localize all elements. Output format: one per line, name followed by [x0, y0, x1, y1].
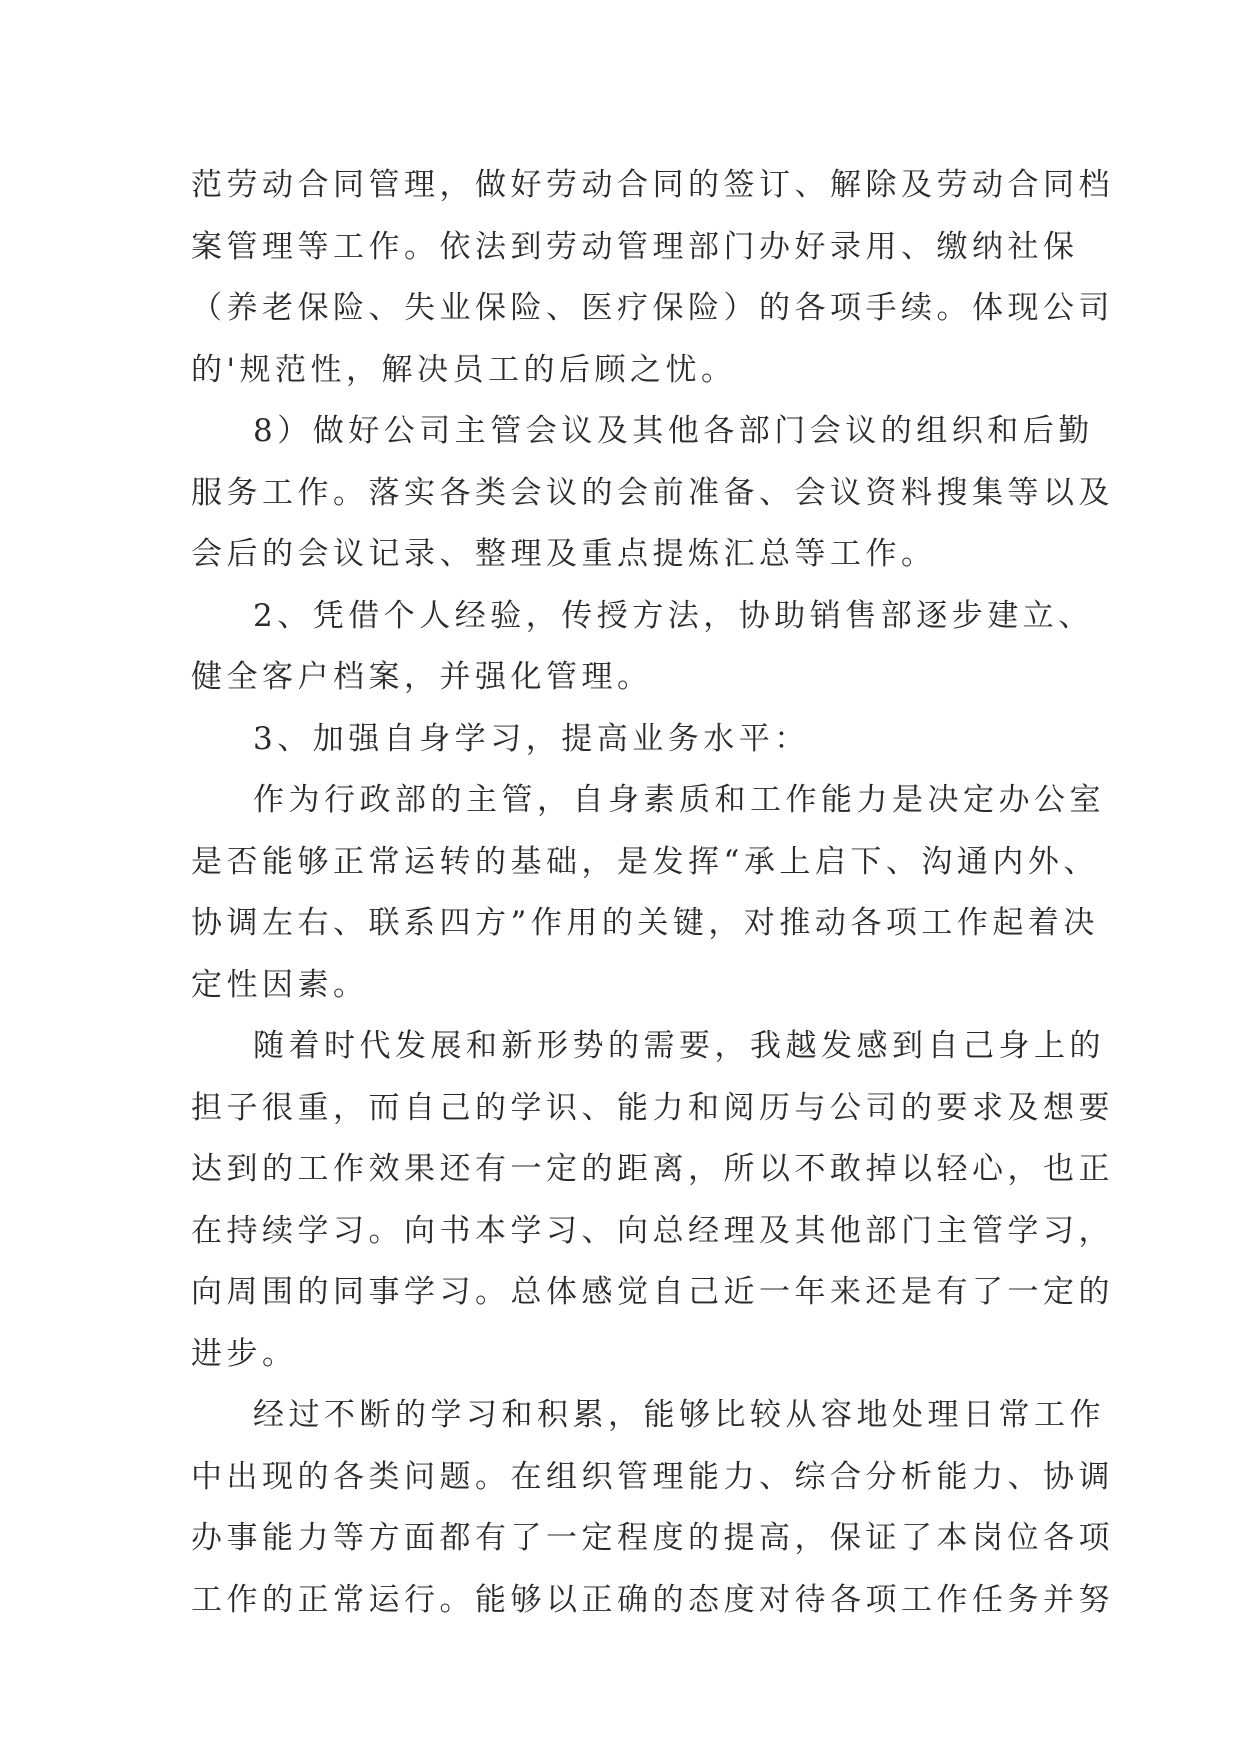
text-line: 案管理等工作。依法到劳动管理部门办好录用、缴纳社保 [191, 228, 1079, 265]
text-line: 2、凭借个人经验，传授方法，协助销售部逐步建立、 [253, 597, 1094, 634]
text-line: 协调左右、联系四方”作用的关键，对推动各项工作起着决 [191, 905, 1099, 941]
text-line: 工作的正常运行。能够以正确的态度对待各项工作任务并努 [191, 1581, 1114, 1618]
text-line: 8）做好公司主管会议及其他各部门会议的组织和后勤 [253, 413, 1094, 449]
text-line: 的'规范性，解决员工的后顾之忧。 [191, 351, 737, 388]
text-line: 会后的会议记录、整理及重点提炼汇总等工作。 [191, 536, 937, 572]
text-line: 是否能够正常运转的基础，是发挥“承上启下、沟通内外、 [191, 843, 1099, 880]
text-line: 中出现的各类问题。在组织管理能力、综合分析能力、协调 [191, 1458, 1114, 1495]
text-line: 进步。 [191, 1335, 298, 1372]
text-line: 定性因素。 [191, 966, 369, 1003]
text-line: （养老保险、失业保险、医疗保险）的各项手续。体现公司 [191, 290, 1114, 326]
text-line: 办事能力等方面都有了一定程度的提高，保证了本岗位各项 [191, 1520, 1114, 1556]
text-line: 范劳动合同管理，做好劳动合同的签订、解除及劳动合同档 [191, 167, 1114, 203]
document-body [191, 155, 1114, 1631]
text-line: 向周围的同事学习。总体感觉自己近一年来还是有了一定的 [191, 1274, 1114, 1310]
text-line: 担子很重，而自己的学识、能力和阅历与公司的要求及想要 [191, 1089, 1114, 1126]
text-line: 3、加强自身学习，提高业务水平： [253, 720, 810, 757]
text-line: 达到的工作效果还有一定的距离，所以不敢掉以轻心，也正 [191, 1151, 1114, 1187]
paragraph-contract-management [191, 155, 1114, 401]
text-line: 经过不断的学习和积累，能够比较从容地处理日常工作 [253, 1397, 1105, 1433]
text-line: 服务工作。落实各类会议的会前准备、会议资料搜集等以及 [191, 474, 1114, 511]
text-line: 随着时代发展和新形势的需要，我越发感到自己身上的 [253, 1028, 1105, 1064]
text-line: 健全客户档案，并强化管理。 [191, 659, 653, 695]
paragraph-self-study-heading [191, 709, 1061, 771]
text-line: 作为行政部的主管，自身素质和工作能力是决定办公室 [253, 782, 1105, 818]
paragraph-supervisor-role [191, 770, 1105, 1016]
paragraph-meetings [191, 401, 1114, 586]
text-line: 在持续学习。向书本学习、向总经理及其他部门主管学习， [191, 1212, 1114, 1249]
paragraph-improvement [191, 1385, 1114, 1631]
paragraph-customer-files [191, 586, 1094, 709]
paragraph-continuous-learning [191, 1016, 1114, 1385]
